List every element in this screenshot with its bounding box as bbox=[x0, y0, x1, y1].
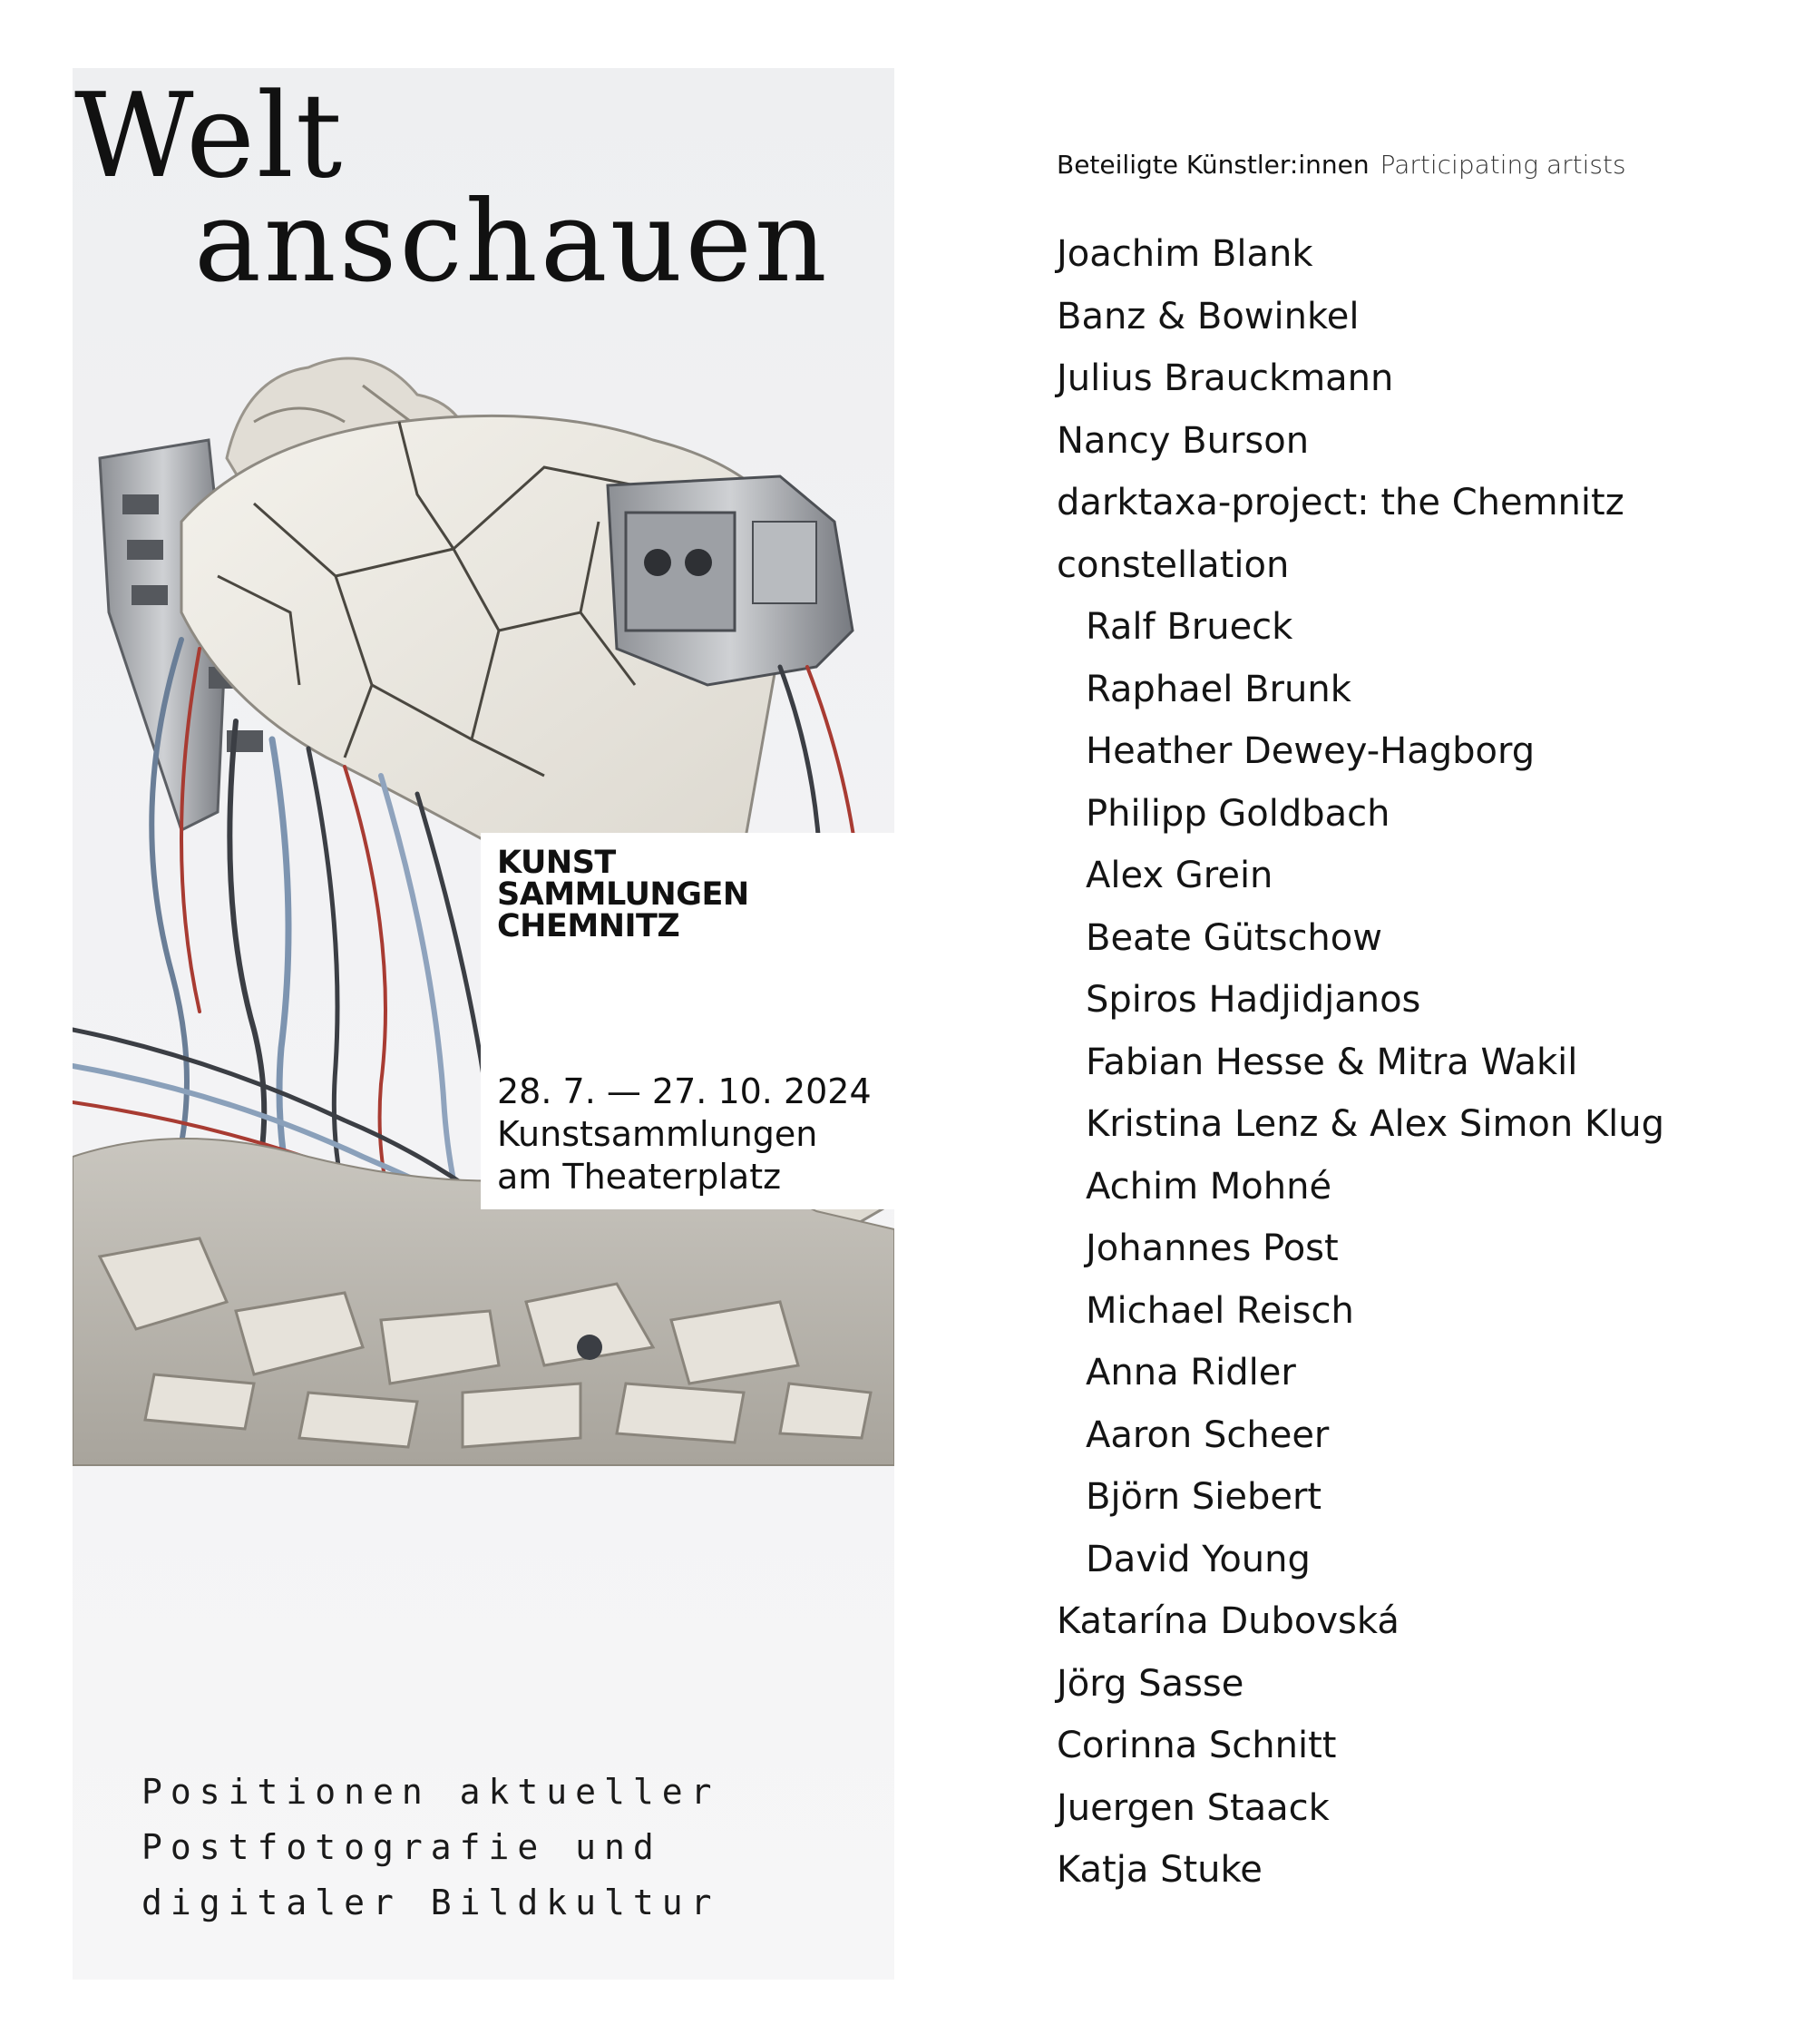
artist-name: Spiros Hadjidjanos bbox=[1086, 979, 1421, 1021]
artist-list bbox=[1057, 223, 1782, 1902]
artist-name: Fabian Hesse & Mitra Wakil bbox=[1086, 1041, 1578, 1083]
tagline-line: Positionen aktueller bbox=[141, 1772, 720, 1812]
tagline-line: digitaler Bildkultur bbox=[141, 1883, 720, 1922]
artist-name: Juergen Staack bbox=[1057, 1786, 1330, 1829]
artist-name: Katja Stuke bbox=[1057, 1849, 1263, 1891]
artist-name: Katarína Dubovská bbox=[1057, 1600, 1400, 1642]
logo-line: SAMMLUNGEN bbox=[497, 876, 749, 913]
artist-name: Anna Ridler bbox=[1086, 1352, 1296, 1394]
logo-line: CHEMNITZ bbox=[497, 908, 680, 944]
institution-logo bbox=[497, 847, 749, 943]
venue-line-2: am Theaterplatz bbox=[497, 1157, 782, 1197]
artist-name: Banz & Bowinkel bbox=[1057, 295, 1360, 337]
venue-line-1: Kunstsammlungen bbox=[497, 1114, 818, 1154]
artist-name: Björn Siebert bbox=[1086, 1476, 1322, 1518]
artists-heading-german: Beteiligte Künstler:innen bbox=[1057, 150, 1370, 180]
artist-name: Michael Reisch bbox=[1086, 1289, 1354, 1332]
artists-heading-english: Participating artists bbox=[1380, 150, 1626, 180]
artist-name: Kristina Lenz & Alex Simon Klug bbox=[1086, 1103, 1665, 1145]
artist-name: Raphael Brunk bbox=[1086, 668, 1351, 710]
artist-name: Julius Brauckmann bbox=[1057, 357, 1394, 399]
artist-name: Beate Gütschow bbox=[1086, 916, 1382, 959]
exhibition-dates: 28. 7. — 27. 10. 2024 bbox=[497, 1071, 872, 1111]
artist-name: Nancy Burson bbox=[1057, 419, 1310, 462]
artist-name: Joachim Blank bbox=[1057, 233, 1313, 275]
artist-name: darktaxa-project: the Chemnitz bbox=[1057, 482, 1624, 523]
artist-name: Corinna Schnitt bbox=[1057, 1725, 1337, 1766]
artist-name: David Young bbox=[1086, 1538, 1311, 1580]
artist-name: constellation bbox=[1057, 543, 1290, 586]
artist-name: Alex Grein bbox=[1086, 855, 1273, 896]
logo-line: KUNST bbox=[497, 845, 616, 881]
poster-title-line-2: anschauen bbox=[194, 177, 830, 308]
artists-heading bbox=[1057, 145, 1782, 185]
artists-panel bbox=[1057, 145, 1782, 1902]
artist-name: Philipp Goldbach bbox=[1086, 792, 1390, 835]
artist-name: Heather Dewey-Hagborg bbox=[1086, 730, 1536, 772]
artist-name: Johannes Post bbox=[1086, 1227, 1339, 1269]
poster-tagline bbox=[141, 1765, 720, 1931]
event-details bbox=[497, 1071, 872, 1198]
tagline-line: Postfotografie und bbox=[141, 1827, 662, 1867]
artist-name: Aaron Scheer bbox=[1086, 1413, 1330, 1456]
poster-title-line-1: Welt bbox=[74, 69, 345, 204]
artist-name: Jörg Sasse bbox=[1057, 1662, 1244, 1705]
exhibition-poster bbox=[73, 68, 894, 1980]
info-box bbox=[481, 833, 894, 1209]
artist-name: Ralf Brueck bbox=[1086, 606, 1293, 648]
artist-name: Achim Mohné bbox=[1086, 1165, 1332, 1208]
